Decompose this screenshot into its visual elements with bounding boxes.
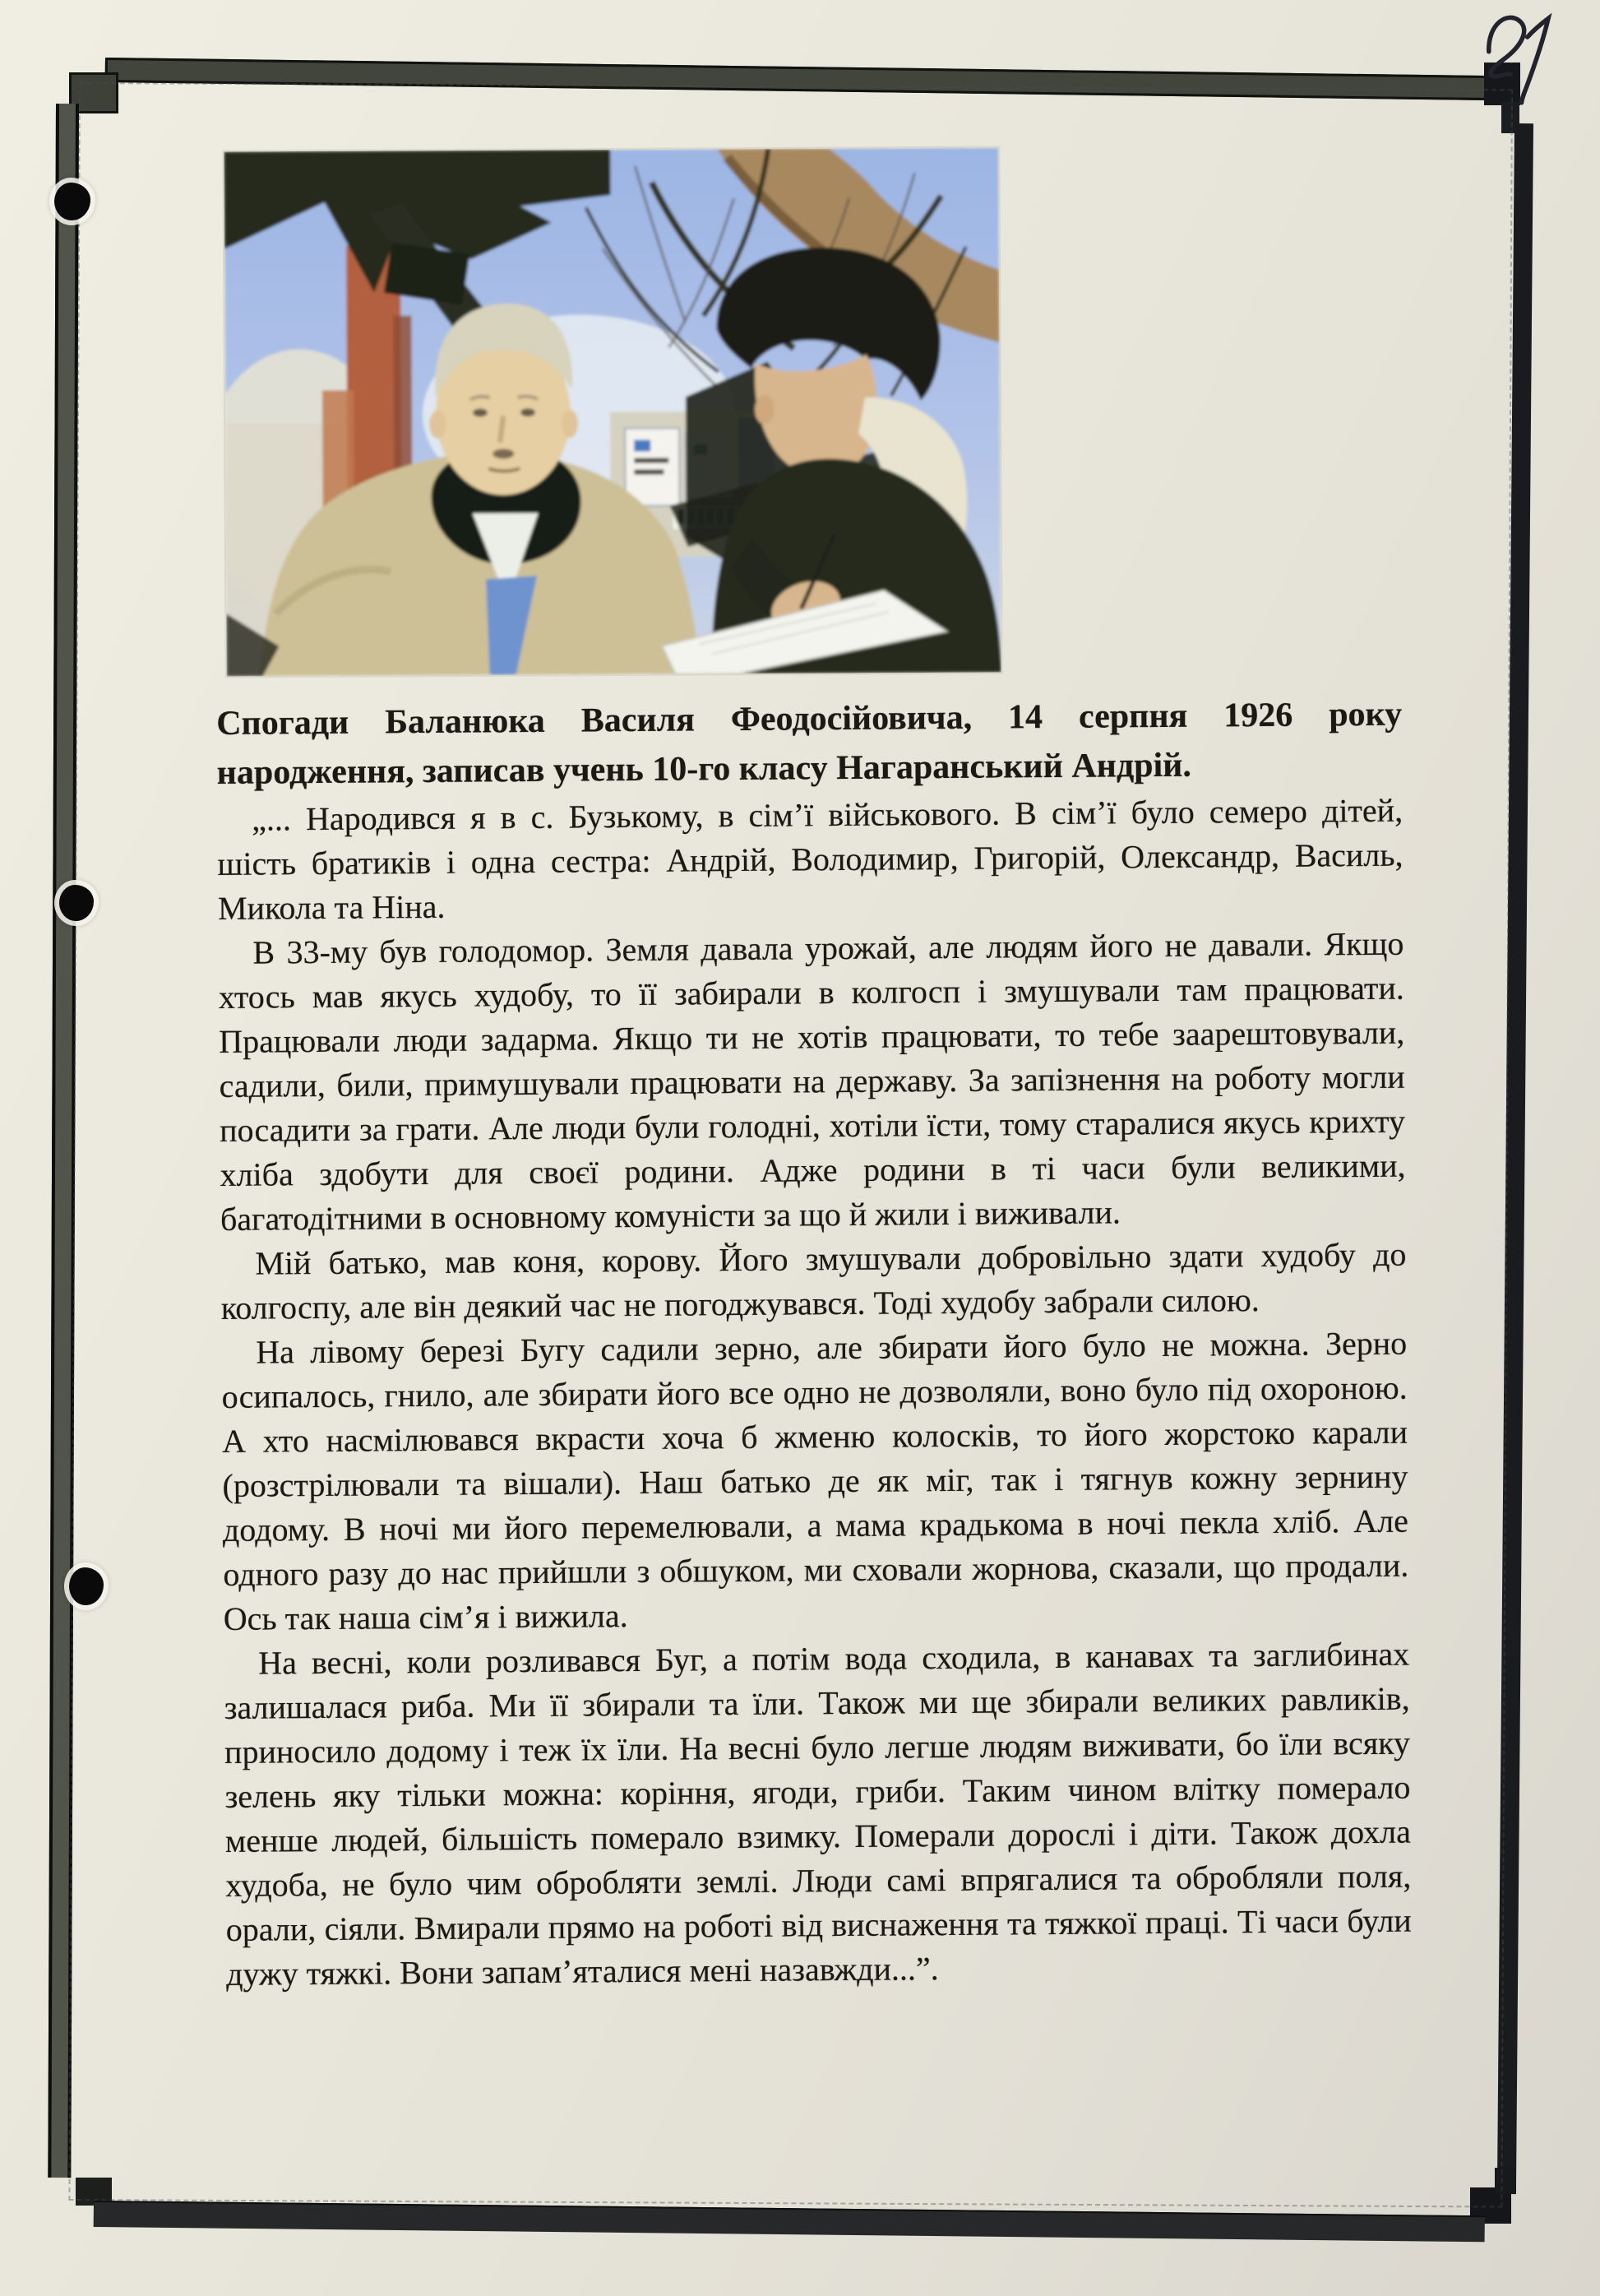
handwritten-page-number — [1464, 0, 1576, 118]
frame-bottom-bar — [94, 2201, 1485, 2242]
interview-photo-art — [224, 148, 1001, 677]
paragraph: В 33-му був голодомор. Земля давала урожай, але людям його не давали. Якщо хтось мав якусь худобу, то її забирали в колгосп і змушували там працювати. Працювали люди задарма. Якщо ти не хотів працювати, то тебе заарештовували, садили, били, примушували працювати на державу. За запізнення на роботу могли посадити за грати. Але люди були голодні, хотіли їсти, тому старалися якусь крихту хліба здобути для своєї родини. Адже родини в ті часи були великими, багатодітними в основному комуністи за що й жили і виживали. — [218, 924, 1406, 1238]
document-title: Спогади Баланюка Василя Феодосійовича, 14 серпня 1926 року народження, записав учень 10-го класу Нагаранський Андрій. — [216, 695, 1403, 792]
paragraph: На весні, коли розливався Буг, а потім вода сходила, в канавах та заглибинах залишалася риба. Ми її збирали та їли. Також ми ще збирали великих равликів, приносило додому і теж їх їли. На весні було легше людям виживати, бо їли всяку зелень яку тільки можна: коріння, ягоди, гриби. Таким чином влітку померало менше людей, більшість померало взимку. Померали дорослі і діти. Також дохла худоба, не було чим обробляти землі. Люди самі впрягалися та обробляли поля, орали, сіяли. Вмирали прямо на роботі від виснаження та тяжкої праці. Ті часи були дужу тяжкі. Вони запам’яталися мені назавжди...”. — [224, 1635, 1412, 1993]
paragraph: Мій батько, мав коня, корову. Його змушували добровільно здати худобу до колгоспу, але він деякий час не погоджувався. Тоді худобу забрали силою. — [220, 1235, 1407, 1326]
handwritten-21-strokes — [1464, 0, 1576, 118]
interview-photo — [224, 148, 1001, 677]
paragraph: „... Народився я в с. Бузькому, в сім’ї військового. В сім’ї було семеро дітей, шість братиків і одна сестра: Андрій, Володимир, Григорій, Олександр, Василь, Микола та Ніна. — [217, 791, 1403, 927]
paragraph: На лівому березі Бугу садили зерно, але збирати його було не можна. Зерно осипалось, гнило, але збирати його все одно не дозволяли, воно було під охороною. А хто насмілювався вкрасти хоча б жменю колосків, то його жорстоко карали (розстрілювали та вішали). Наш батько де як міг, так і тягнув кожну зернину додому. В ночі ми його перемелювали, а мама крадькома в ночі пекла хліб. Але одного разу до нас прийшли з обшуком, ми сховали жорнова, сказали, що продали. Ось так наша сім’я і вижила. — [221, 1324, 1409, 1637]
document-text — [216, 690, 1412, 1997]
